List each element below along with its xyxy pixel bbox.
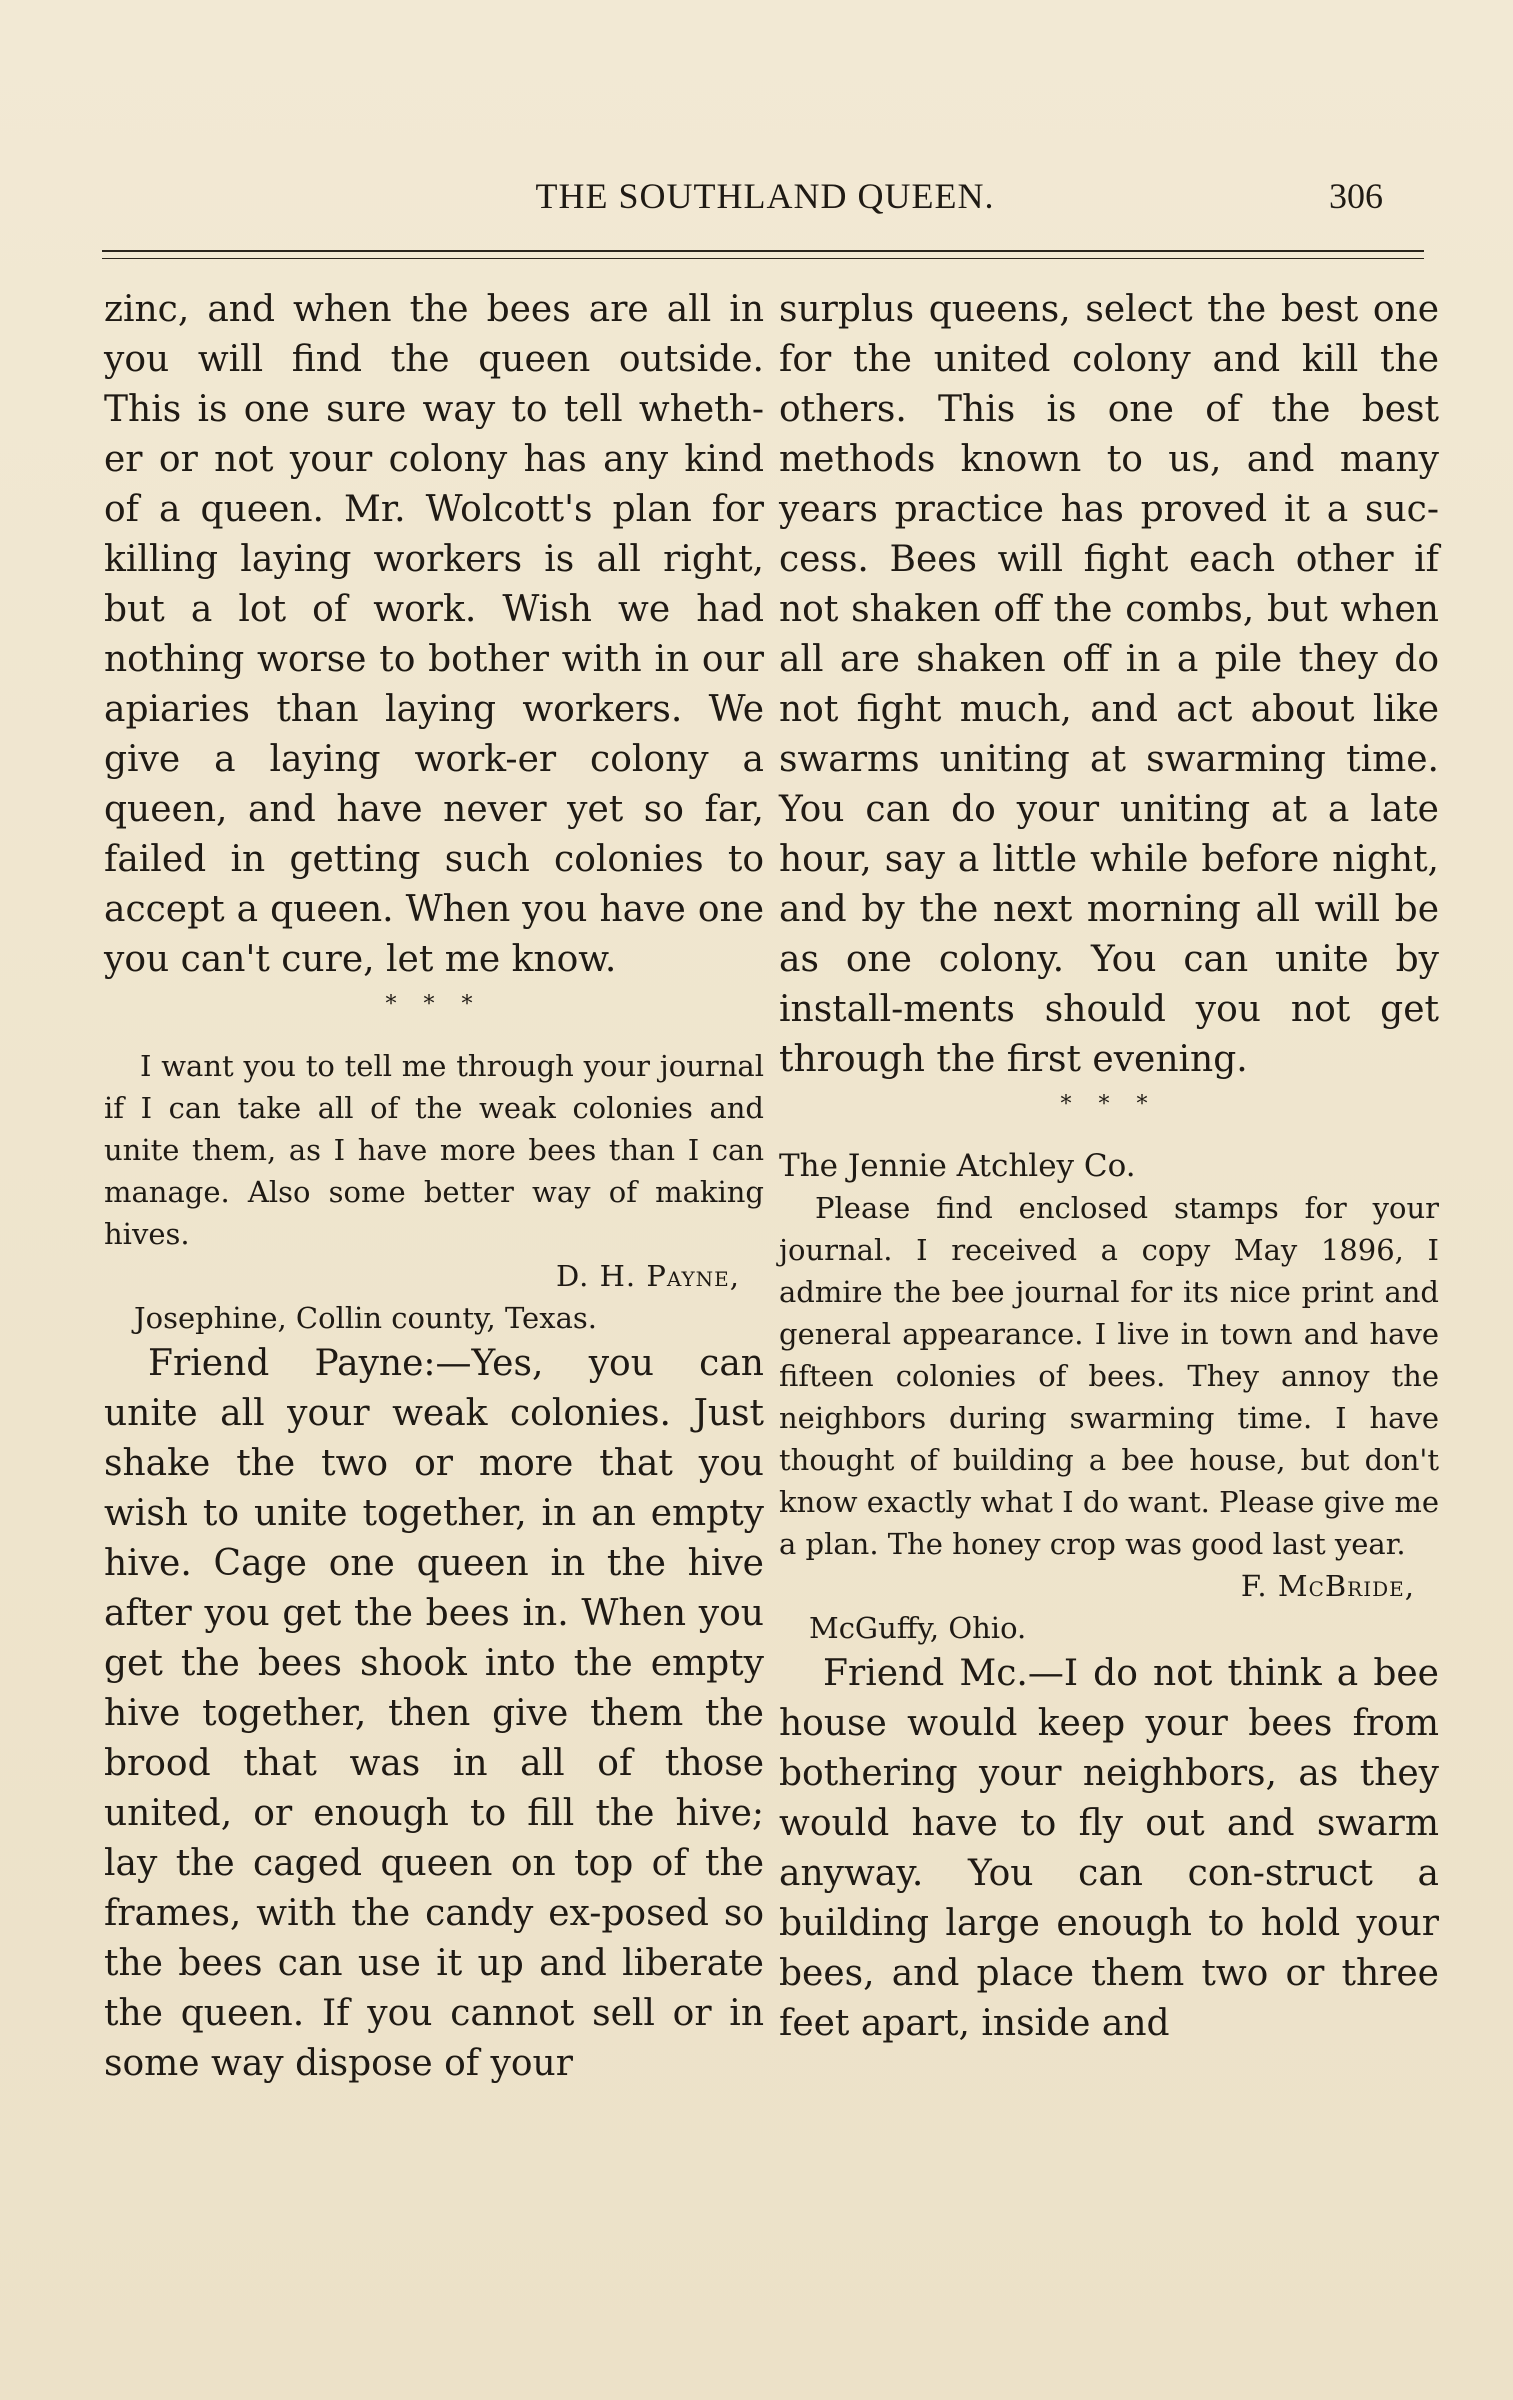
right-column: [779, 285, 1439, 2049]
right-place: McGuffy, Ohio.: [809, 1611, 1027, 1645]
page-number: 306: [1329, 176, 1383, 216]
right-reply: Friend Mc.—I do not think a bee house would keep your bees from bothering your neighbors, as they would have to fly out and swarm anyway. You can con-struct a building large enough to hold your bees, and place them two or three feet apart, inside and: [779, 1653, 1439, 2044]
running-title: THE SOUTHLAND QUEEN.: [535, 176, 995, 216]
right-paragraph-1: surplus queens, select the best one for the united colony and kill the others. This is one of the best methods known to us, and many years practice has proved it a suc-cess. Bees will fight each other if not shaken off the combs, but when all are shaken off in a pile they do not fight much, and act about like swarms uniting at swarming time. You can do your uniting at a late hour, say a little while before night, and by the next morning all will be as one colony. You can unite by install-ments should you not get through the first evening.: [779, 289, 1439, 1080]
right-signature: [779, 1565, 1439, 1607]
asterism-glyph: * * *: [385, 992, 483, 1017]
right-letter: Please find enclosed stamps for your journal. I received a copy May 1896, I admire the bee journal for its nice print and general appearance. I live in town and have fifteen colonies of bees. They annoy the neighbors during swarming time. I have thought of building a bee house, but don't know exactly what I do want. Please give me a plan. The honey crop was good last year.: [779, 1191, 1439, 1561]
asterism-glyph: * * *: [1060, 1092, 1158, 1117]
right-asterism: [779, 1085, 1439, 1145]
header-rule-thin: [102, 258, 1424, 259]
right-signature-name: F. McBride,: [1240, 1569, 1415, 1603]
header-rule-thick: [102, 250, 1424, 252]
left-place: Josephine, Collin county, Texas.: [134, 1301, 597, 1335]
left-reply: Friend Payne:—Yes, you can unite all your weak colonies. Just shake the two or more that you wish to unite together, in an empty hive. Cage one queen in the hive after you get the bees in. When you get the bees shook into the empty hive together, then give them the brood that was in all of those united, or enough to fill the hive; lay the caged queen on top of the frames, with the candy ex-posed so the bees can use it up and liberate the queen. If you cannot sell or in some way dispose of your: [104, 1343, 764, 2084]
left-column: [104, 285, 764, 2089]
left-paragraph-1: zinc, and when the bees are all in you will find the queen outside. This is one sure way to tell wheth-er or not your colony has any kind of a queen. Mr. Wolcott's plan for killing laying workers is all right, but a lot of work. Wish we had nothing worse to bother with in our apiaries than laying workers. We give a laying work-er colony a queen, and have never yet so far, failed in getting such colonies to accept a queen. When you have one you can't cure, let me know.: [104, 289, 764, 980]
page-header: [100, 175, 1430, 230]
right-address: The Jennie Atchley Co.: [779, 1148, 1136, 1184]
left-signature-name: D. H. Payne,: [555, 1259, 740, 1293]
left-signature: [104, 1255, 764, 1297]
left-asterism: [104, 985, 764, 1045]
left-letter: I want you to tell me through your journal if I can take all of the weak colonies and unite them, as I have more bees than I can manage. Also some better way of making hives.: [104, 1049, 764, 1251]
